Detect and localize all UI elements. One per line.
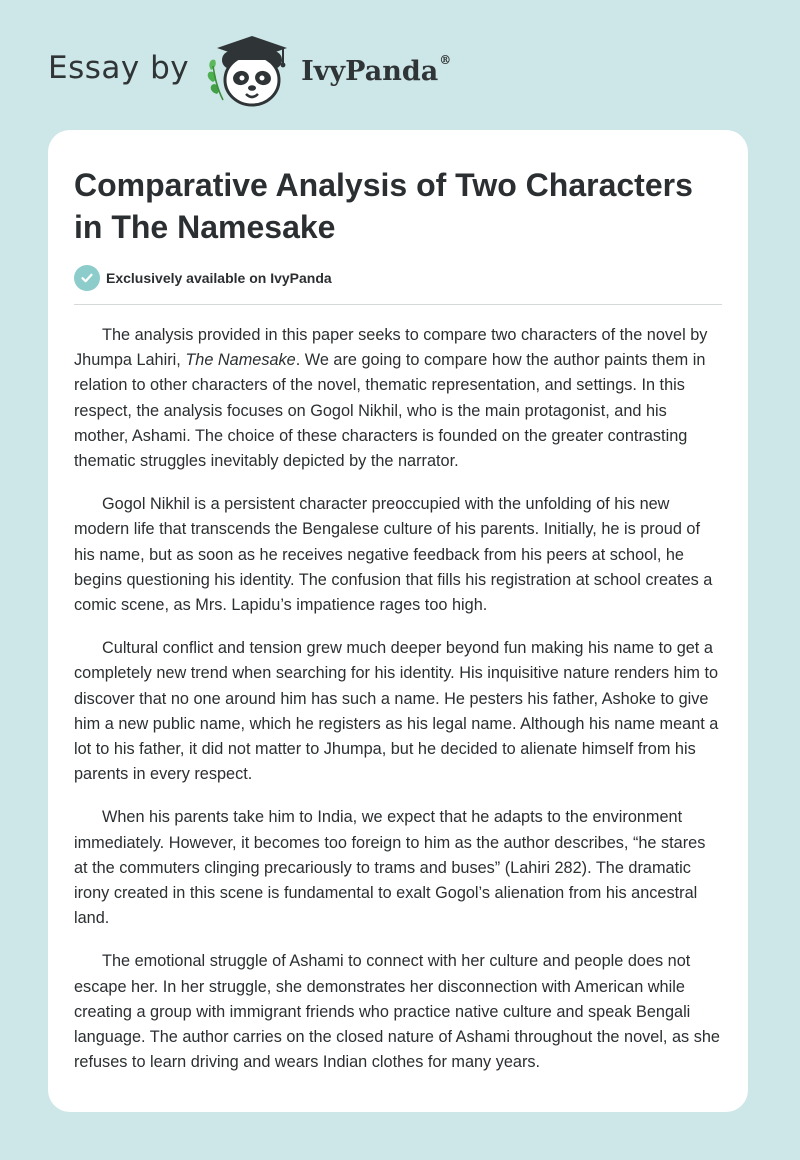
paragraph-1-end: . We are going to compare how the author paints them in relation to other characters of the novel, thematic representation, and settings. In this respect, the analysis focuses on Gogol Nikhil, who is the main protagonist, and his mother, Ashami. The choice of these characters is founded on the greater contrasting thematic struggles inevitably depicted by the narrator.	[74, 351, 706, 471]
paragraph-2: Gogol Nikhil is a persistent character preoccupied with the unfolding of his new modern life that transcends the Bengalese culture of his parents. Initially, he is proud of his name, but as soon as he receives negative feedback from his peers at school, he begins questioning his identity. The confusion that fills his registration at school creates a comic scene, as Mrs. Lapidu’s impatience rages too high.	[74, 495, 713, 615]
site-header	[48, 30, 451, 110]
essay-by-label: Essay by	[48, 50, 190, 86]
exclusive-label: Exclusively available on IvyPanda	[106, 270, 332, 286]
book-title: The Namesake	[185, 351, 296, 370]
brand-text: IvyPanda	[301, 55, 439, 87]
brand-name	[301, 52, 452, 87]
panda-logo-icon	[203, 30, 295, 110]
essay-title: Comparative Analysis of Two Characters in The Namesake	[74, 167, 693, 245]
essay-card	[48, 130, 748, 1112]
exclusive-badge	[74, 264, 722, 292]
paragraph-4: When his parents take him to India, we expect that he adapts to the environment immediately. However, it becomes too foreign to him as the author describes, “he stares at the commuters clinging precariously to trams and buses” (Lahiri 282). The dramatic irony created in this scene is fundamental to exalt Gogol’s alienation from his ancestral land.	[74, 808, 706, 928]
essay-body	[74, 323, 722, 1075]
check-circle-icon	[74, 265, 100, 291]
registered-mark: ®	[439, 52, 452, 67]
divider	[74, 304, 722, 305]
paragraph-1-start: The analysis provided in this paper seeks to compare two characters of the novel by Jhumpa Lahiri,	[74, 326, 708, 370]
paragraph-3: Cultural conflict and tension grew much deeper beyond fun making his name to get a completely new trend when searching for his identity. His inquisitive nature renders him to discover that no one around him has such a name. He pesters his father, Ashoke to give him a new public name, which he registers as his legal name. Although his name meant a lot to his father, it did not matter to Jhumpa, but he decided to alienate himself from his parents in every respect.	[74, 639, 719, 784]
paragraph-1	[74, 323, 722, 474]
paragraph-5: The emotional struggle of Ashami to connect with her culture and people does not escape her. In her struggle, she demonstrates her disconnection with American while creating a group with immigrant friends who practice native culture and speak Bengali language. The author carries on the closed nature of Ashami throughout the novel, as she refuses to learn driving and wears Indian clothes for many years.	[74, 952, 720, 1072]
